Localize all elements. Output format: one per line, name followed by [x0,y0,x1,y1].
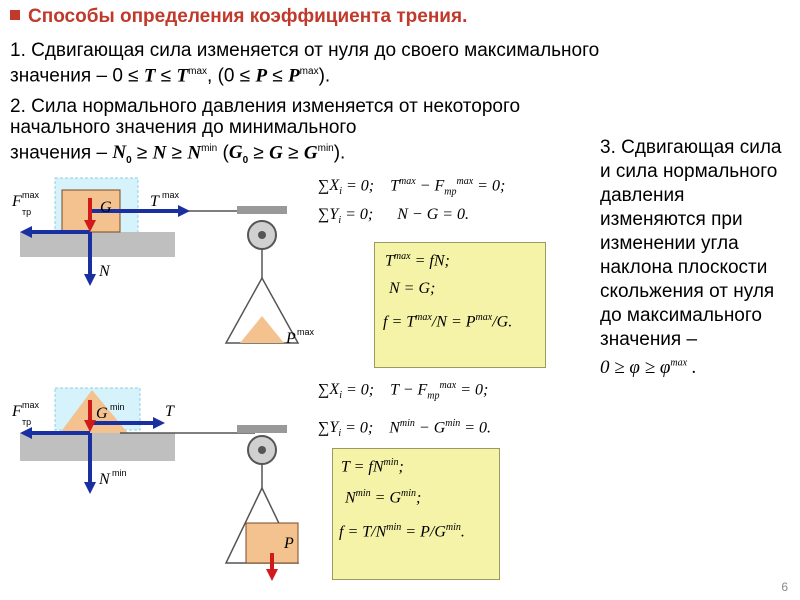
label-G: G [100,199,112,216]
support-surface-2 [20,433,175,461]
slide-title: Способы определения коэффициента трения. [10,6,467,28]
bottom-formula-box [332,448,500,580]
bottom-equation-2: $\sum Y_i = 0$; $N^{min} - G^{min} = 0$. [318,418,492,440]
weight-gravity-arrowhead [266,569,278,581]
weight-load [240,316,284,343]
pull-arrowhead-2 [153,417,165,429]
bottom-box-eq-3: $f = T/N^{min} = P/G^{min}$. [339,521,465,540]
side-formula: $0 \ge \varphi \ge \varphi^{max}$ . [600,357,697,379]
label-max-3: max [297,327,315,337]
paragraph-2-line-2: начального значения до минимального [10,117,357,138]
pulley-axle-2 [258,446,266,454]
top-box-eq-1: $T^{max}$ = fN; [385,251,450,270]
side-text: 3. Сдвигающая сила и сила нормального давления изменяются при изменении угла наклона плоскости скольжения от нуля до максимального значения – $0 \ge \varphi \ge \varphi^{max}$ . [600,137,782,379]
label-G-2: G [96,405,108,422]
bottom-friction-diagram [0,378,340,583]
label-T-2: T [165,403,174,420]
paragraph-1-line-1: 1. Сдвигающая сила изменяется от нуля до своего максимального [10,40,600,61]
label-P-2: P [284,535,294,552]
bottom-box-eq-2: $N^{min} = G^{min}$; [345,488,422,507]
top-friction-diagram [0,168,340,368]
normal-arrowhead-2 [84,482,96,494]
label-min-1: min [110,402,125,412]
label-tr-2: тр [22,417,32,427]
paragraph-2-line-1: 2. Сила нормального давления изменяется от некоторого [10,96,521,117]
top-equation-2: $\sum Y_i = 0$; N − G = 0. [318,206,470,227]
top-equation-1: $\sum X_i = 0$; $T^{max} - F_{тр}^{max} = 0$; [318,176,506,198]
paragraph-2-line-3: значения – $N_0 \ge N \ge N^{min}$ $(G_0 \ge G \ge G^{min})$. [10,142,346,167]
pulley-axle [258,231,266,239]
label-P: P [286,330,296,347]
pulley-bracket-2 [237,425,287,433]
bottom-equation-1: $\sum X_i = 0$; $T - F_{тр}^{max} = 0$; [318,380,489,402]
paragraph-1-line-2: значения – $0 \le T \le T^{max}$, $(0 \le P \le P^{max})$. [10,65,331,87]
label-F: F [12,193,22,210]
label-max-2: max [162,190,180,200]
paragraph-1 [10,40,599,86]
bottom-box-eq-1: $T = fN^{min}$; [341,457,404,476]
normal-arrowhead [84,274,96,286]
label-N-2: N [99,471,110,488]
page-number: 6 [781,580,788,594]
label-tr: тр [22,207,32,217]
label-F-2: F [12,403,22,420]
support-surface [20,232,175,257]
pull-arrowhead [178,205,190,217]
top-box-eq-2: N = G; [389,280,436,298]
top-formula-box [374,242,546,368]
label-T: T [150,193,159,210]
label-max-1: max [22,190,40,200]
label-N: N [99,263,110,280]
bullet-icon [10,10,20,20]
paragraph-2 [10,96,520,171]
label-min-2: min [112,468,127,478]
pulley-bracket [237,206,287,214]
label-max-4: max [22,400,40,410]
top-box-eq-3: $f = T^{max}/N = P^{max}/G$. [383,312,513,331]
